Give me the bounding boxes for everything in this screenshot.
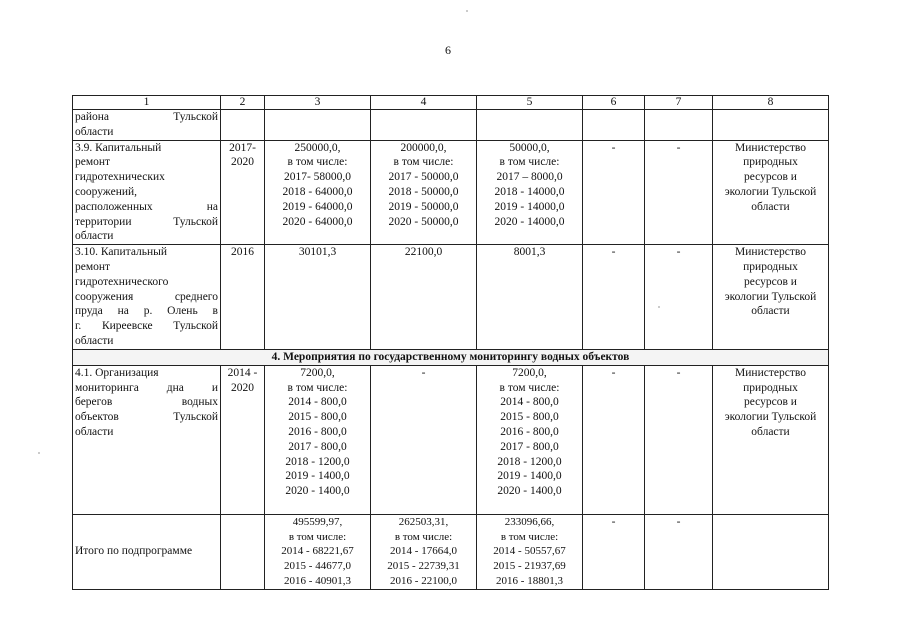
- years-line: 2014 -: [227, 366, 258, 379]
- amount-line: 2018 - 50000,0: [388, 185, 459, 198]
- amount-line: 7200,0,: [300, 366, 335, 379]
- executor-line: Министерство: [735, 246, 806, 259]
- executor-line: природных: [743, 260, 798, 273]
- header-cell-7: 7: [645, 96, 713, 110]
- amount-line: 2015 - 800,0: [500, 411, 559, 424]
- section-header-row: [73, 349, 829, 365]
- amount-line: 2018 - 64000,0: [282, 185, 353, 198]
- amount-line: 262503,31,: [398, 515, 449, 528]
- name-line: области: [75, 230, 114, 243]
- amount-line: в том числе:: [287, 156, 348, 169]
- table-body: [73, 96, 829, 590]
- executor-line: ресурсов и: [744, 396, 797, 409]
- amount-line: 2020 - 1400,0: [285, 485, 350, 498]
- amount-line: 2014 - 800,0: [288, 396, 347, 409]
- col7-cell: -: [645, 365, 713, 514]
- regional-cell: [371, 110, 477, 141]
- header-cell-5: 5: [477, 96, 583, 110]
- total-cell: [265, 140, 371, 245]
- amount-line: 7200,0,: [512, 366, 547, 379]
- measure-name-cell: [73, 365, 221, 514]
- amount-line: 2016 - 40901,3: [284, 574, 351, 587]
- amount-line: 2018 - 14000,0: [494, 185, 565, 198]
- amount-line: 2018 - 1200,0: [285, 455, 350, 468]
- executor-line: экологии Тульской: [724, 185, 817, 198]
- regional-cell: [371, 140, 477, 245]
- amount-line: в том числе:: [393, 156, 454, 169]
- name-line: ремонт: [75, 156, 111, 169]
- executor-line: природных: [743, 156, 798, 169]
- amount-line: 2019 - 50000,0: [388, 200, 459, 213]
- header-cell-1: 1: [73, 96, 221, 110]
- regional-cell: [371, 245, 477, 350]
- amount-line: 2016 - 800,0: [500, 425, 559, 438]
- amount-line: 2020 - 50000,0: [388, 215, 459, 228]
- table-row: [73, 140, 829, 245]
- executor-cell: [713, 365, 829, 514]
- executor-cell: [713, 245, 829, 350]
- measure-name-cell: [73, 140, 221, 245]
- col6-cell: -: [583, 245, 645, 350]
- name-line: области: [75, 425, 114, 438]
- municipal-cell: [477, 245, 583, 350]
- name-line: гидротехнического: [75, 275, 169, 288]
- years-cell: [221, 140, 265, 245]
- header-row: [73, 96, 829, 110]
- municipal-cell: [477, 140, 583, 245]
- name-line: области: [75, 125, 114, 138]
- page-number: 6: [445, 43, 451, 57]
- col6-cell: -: [583, 514, 645, 589]
- years-cell: [221, 110, 265, 141]
- total-cell: [265, 110, 371, 141]
- name-line: 3.9. Капитальный: [75, 141, 162, 154]
- name-line: объектов Тульской: [75, 411, 218, 424]
- table-row: [73, 245, 829, 350]
- years-cell: [221, 245, 265, 350]
- name-line: г. Киреевске Тульской: [75, 320, 218, 333]
- name-line: мониторинга дна и: [75, 381, 218, 394]
- executor-line: Министерство: [735, 366, 806, 379]
- executor-line: Министерство: [735, 141, 806, 154]
- header-cell-2: 2: [221, 96, 265, 110]
- col6-cell: [583, 110, 645, 141]
- amount-line: 2017 - 800,0: [500, 440, 559, 453]
- years-cell: [221, 514, 265, 589]
- amount-line: 22100,0: [404, 246, 443, 259]
- total-cell: [265, 245, 371, 350]
- name-line: района Тульской: [75, 111, 218, 123]
- years-cell: [221, 365, 265, 514]
- amount-line: 2016 - 18801,3: [496, 574, 563, 587]
- executor-line: ресурсов и: [744, 171, 797, 184]
- amount-line: 2017- 58000,0: [283, 171, 352, 184]
- amount-line: 2017 - 50000,0: [388, 171, 459, 184]
- executor-cell: [713, 140, 829, 245]
- header-cell-6: 6: [583, 96, 645, 110]
- amount-line: 2019 - 64000,0: [282, 200, 353, 213]
- measure-name-cell: [73, 110, 221, 141]
- executor-line: экологии Тульской: [724, 411, 817, 424]
- table-row: [73, 110, 829, 141]
- executor-cell: [713, 514, 829, 589]
- amount-line: 2019 - 1400,0: [285, 470, 350, 483]
- amount-line: 2020 - 64000,0: [282, 215, 353, 228]
- amount-line: 2015 - 800,0: [288, 411, 347, 424]
- amount-line: 2020 - 1400,0: [497, 485, 562, 498]
- executor-line: области: [751, 200, 790, 213]
- name-line: расположенных на: [75, 200, 218, 213]
- amount-line: 2019 - 14000,0: [494, 200, 565, 213]
- name-line: берегов водных: [75, 396, 218, 409]
- header-cell-4: 4: [371, 96, 477, 110]
- name-line: 3.10. Капитальный: [75, 246, 168, 259]
- section-title: 4. Мероприятия по государственному мониторингу водных объектов: [73, 349, 829, 365]
- years-line: 2017-: [229, 141, 256, 154]
- total-cell: [265, 514, 371, 589]
- years-line: 2016: [231, 246, 254, 259]
- years-line: 2020: [231, 381, 254, 394]
- executor-line: природных: [743, 381, 798, 394]
- total-cell: [265, 365, 371, 514]
- total-row: [73, 514, 829, 589]
- name-line: пруда на р. Олень в: [75, 305, 218, 318]
- scan-speck: [38, 452, 40, 454]
- municipal-cell: [477, 365, 583, 514]
- scan-speck: [466, 10, 468, 12]
- executor-cell: [713, 110, 829, 141]
- amount-line: 2018 - 1200,0: [497, 455, 562, 468]
- col7-cell: -: [645, 140, 713, 245]
- executor-line: ресурсов и: [744, 275, 797, 288]
- amount-line: 2014 - 17664,0: [390, 545, 457, 558]
- amount-line: в том числе:: [288, 530, 347, 543]
- amount-line: 2015 - 22739,31: [387, 560, 460, 573]
- amount-line: 200000,0,: [400, 141, 447, 154]
- amount-line: 2015 - 44677,0: [284, 560, 351, 573]
- total-label: Итого по подпрограмме: [73, 514, 221, 589]
- name-line: сооружений,: [75, 185, 138, 198]
- name-line: территории Тульской: [75, 215, 218, 228]
- executor-line: экологии Тульской: [724, 290, 817, 303]
- amount-line: 2015 - 21937,69: [493, 560, 566, 573]
- executor-line: области: [751, 425, 790, 438]
- header-cell-3: 3: [265, 96, 371, 110]
- amount-line: 2014 - 800,0: [500, 396, 559, 409]
- regional-cell: [371, 365, 477, 514]
- name-line: области: [75, 334, 114, 347]
- amount-line: 2016 - 800,0: [288, 425, 347, 438]
- executor-line: области: [751, 305, 790, 318]
- municipal-cell: [477, 514, 583, 589]
- name-line: сооружения среднего: [75, 290, 218, 303]
- program-table: [72, 95, 829, 590]
- amount-line: 2014 - 68221,67: [281, 545, 354, 558]
- amount-line: в том числе:: [500, 530, 559, 543]
- regional-cell: [371, 514, 477, 589]
- col6-cell: -: [583, 365, 645, 514]
- amount-line: 2019 - 1400,0: [497, 470, 562, 483]
- amount-line: 233096,66,: [504, 515, 555, 528]
- amount-line: 8001,3: [513, 246, 546, 259]
- amount-line: 2014 - 50557,67: [493, 545, 566, 558]
- amount-line: в том числе:: [394, 530, 453, 543]
- name-line: гидротехнических: [75, 171, 165, 184]
- amount-line: в том числе:: [499, 156, 560, 169]
- scan-speck: [658, 306, 660, 308]
- measure-name-cell: [73, 245, 221, 350]
- amount-line: 30101,3: [298, 246, 337, 259]
- amount-line: -: [421, 366, 426, 379]
- header-cell-8: 8: [713, 96, 829, 110]
- col7-cell: -: [645, 245, 713, 350]
- municipal-cell: [477, 110, 583, 141]
- col7-cell: [645, 110, 713, 141]
- name-line: ремонт: [75, 260, 111, 273]
- amount-line: 495599,97,: [292, 515, 343, 528]
- years-line: 2020: [231, 156, 254, 169]
- amount-line: 2017 – 8000,0: [496, 171, 563, 184]
- col6-cell: -: [583, 140, 645, 245]
- amount-line: 2017 - 800,0: [288, 440, 347, 453]
- table-row: [73, 365, 829, 514]
- amount-line: в том числе:: [287, 381, 348, 394]
- amount-line: 2016 - 22100,0: [390, 574, 457, 587]
- amount-line: в том числе:: [499, 381, 560, 394]
- col7-cell: -: [645, 514, 713, 589]
- name-line: 4.1. Организация: [75, 366, 159, 379]
- amount-line: 250000,0,: [294, 141, 341, 154]
- amount-line: 2020 - 14000,0: [494, 215, 565, 228]
- amount-line: 50000,0,: [509, 141, 550, 154]
